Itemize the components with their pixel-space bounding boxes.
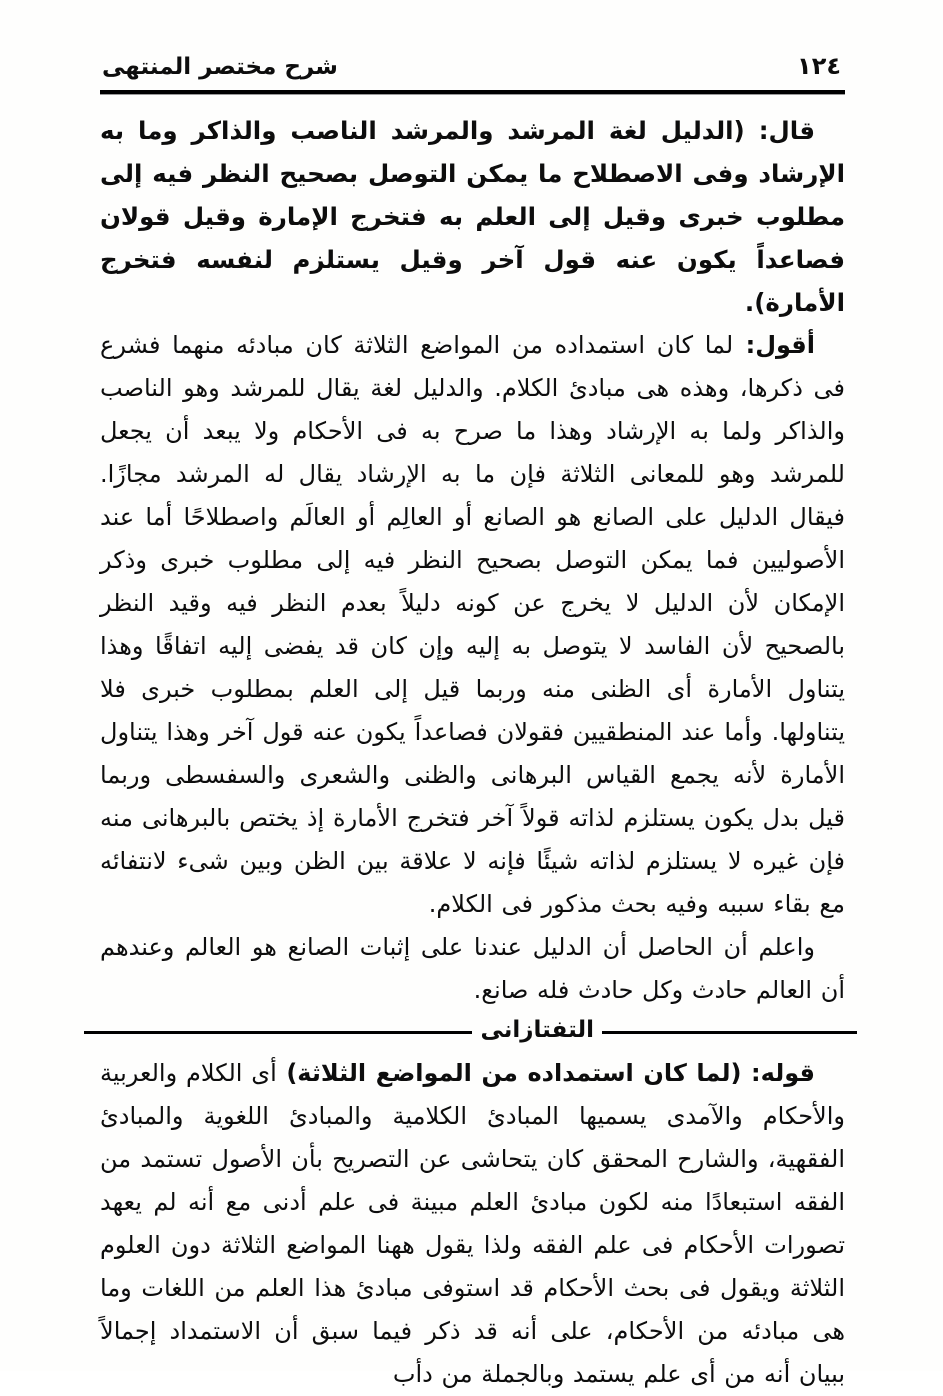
header-rule: [100, 90, 845, 95]
page-header: [100, 52, 845, 90]
book-title: شرح مختصر المنتهى: [102, 54, 338, 80]
page-number: ١٢٤: [797, 52, 841, 80]
matn-paragraph: [100, 109, 845, 324]
aqwal-lead: أقول:: [733, 331, 816, 359]
divider-line-left: [84, 1031, 472, 1034]
section-divider: [84, 1014, 857, 1050]
page-body: [100, 109, 845, 1396]
summary-text: واعلم أن الحاصل أن الدليل عندنا على إثبات الصانع هو العالم وعندهم أن العالم حادث وكل حادث فله صانع.: [100, 933, 845, 1004]
divider-line-right: [602, 1031, 857, 1034]
matn-text: (الدليل لغة المرشد والمرشد الناصب والذاكر وما به الإرشاد وفى الاصطلاح ما يمكن التوصل بصحيح النظر فيه إلى مطلوب خبرى وقيل إلى العلم به فتخرج الإمارة وقيل قولان فصاعداً يكون عنه قول آخر وقيل يستلزم لنفسه فتخرج الأمارة).: [100, 116, 845, 317]
summary-paragraph: [100, 926, 845, 1012]
taftazani-lead: قوله: (لما كان استمداده من المواضع الثلاثة): [276, 1059, 815, 1087]
commentary-paragraph-aqwal: [100, 324, 845, 926]
aqwal-text: لما كان استمداده من المواضع الثلاثة كان مبادئه منهما فشرع فى ذكرها، وهذه هى مبادئ الكلام. والدليل لغة يقال للمرشد وهو الناصب والذاكر ولما به الإرشاد وهذا ما صرح به فى الأحكام ولا يبعد أن يجعل للمرشد وهو للمعانى الثلاثة فإن ما به الإرشاد يقال له المرشد مجازًا. فيقال الدليل على الصانع هو الصانع أو العالِم أو العالَم واصطلاحًا أما عند الأصوليين فما يمكن التوصل بصحيح النظر فيه إلى مطلوب خبرى وذكر الإمكان لأن الدليل لا يخرج عن كونه دليلاً بعدم النظر فيه وقيد النظر بالصحيح لأن الفاسد لا يتوصل به إليه وإن كان قد يفضى إليه اتفاقًا وهذا يتناول الأمارة أى الظنى منه وربما قيل إلى العلم بمطلوب خبرى فلا يتناولها. وأما عند المنطقيين فقولان فصاعداً يكون عنه قول آخر وهذا يتناول الأمارة لأنه يجمع القياس البرهانى والظنى والشعرى والسفسطى وربما قيل بدل يكون يستلزم لذاته قولاً آخر فتخرج الأمارة إذ يختص بالبرهانى منه فإن غيره لا يستلزم لذاته شيئًا فإنه لا علاقة بين الظن وبين شىء لانتفائه مع بقاء سببه وفيه بحث مذكور فى الكلام.: [100, 331, 845, 918]
taftazani-paragraph: [100, 1052, 845, 1396]
taftazani-text: أى الكلام والعربية والأحكام والآمدى يسميها المبادئ الكلامية والمبادئ اللغوية والمبادئ الفقهية، والشارح المحقق كان يتحاشى عن التصريح بأن الأصول تستمد من الفقه استبعادًا منه لكون مبادئ العلم مبينة فى علم أدنى مع أنه لم يعهد تصورات الأحكام فى علم الفقه ولذا يقول ههنا المواضع الثلاثة دون العلوم الثلاثة ويقول فى بحث الأحكام قد استوفى مبادئ هذا العلم من اللغات وما هى مبادئه من الأحكام، على أنه قد ذكر فيما سبق أن الاستمداد إجمالاً ببيان أنه من أى علم يستمد وبالجملة من دأب: [100, 1059, 845, 1388]
section-divider-label: التفتازانى: [480, 1017, 594, 1043]
matn-lead: قال:: [744, 116, 815, 145]
